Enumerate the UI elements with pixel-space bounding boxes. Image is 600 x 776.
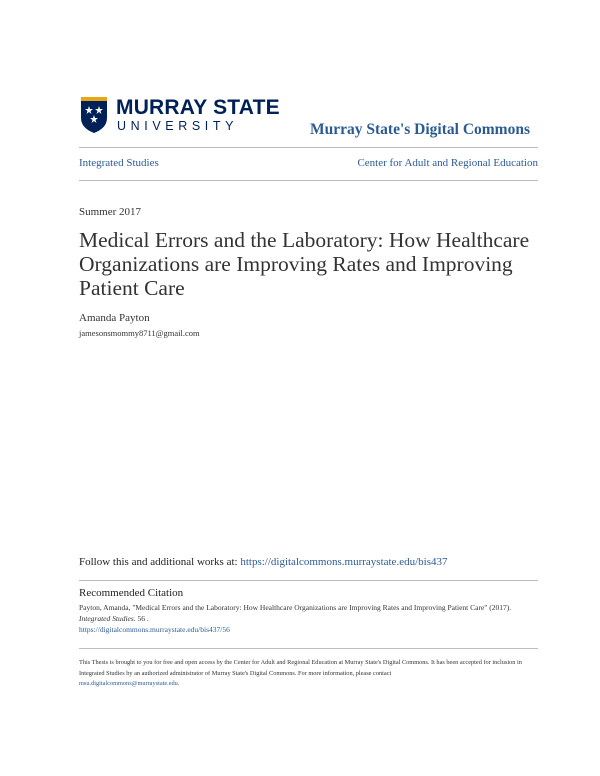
author-name: Amanda Payton: [79, 312, 150, 324]
follow-link[interactable]: https://digitalcommons.murraystate.edu/bis437: [240, 556, 448, 568]
divider: [79, 580, 538, 581]
collection-link[interactable]: Integrated Studies: [79, 157, 159, 169]
notice-text: This Thesis is brought to you for free and open access by the Center for Adult and Regional Education at Murray State's Digital Commons. It has been accepted for inclusion in Integrated Studies by an authorized administrator of Murray State's Digital Commons. For more information, please contact: [79, 659, 522, 677]
document-title: Medical Errors and the Laboratory: How Healthcare Organizations are Improving Rates and Improving Patient Care: [79, 228, 530, 300]
citation-heading: Recommended Citation: [79, 587, 184, 599]
citation-text: Payton, Amanda, "Medical Errors and the Laboratory: How Healthcare Organizations are Improving Rates and Improving Patient Care" (2017).: [79, 603, 512, 612]
logo-wordmark-line-2: UNIVERSITY: [117, 119, 239, 133]
divider: [79, 648, 538, 649]
citation-number: . 56 .: [133, 614, 149, 623]
divider: [79, 147, 538, 148]
follow-text: Follow this and additional works at:: [79, 556, 238, 568]
logo-wordmark-line-1: MURRAY STATE: [116, 96, 280, 119]
citation-link[interactable]: https://digitalcommons.murraystate.edu/bis437/56: [79, 625, 230, 634]
university-shield-icon: [80, 96, 108, 134]
citation-journal: Integrated Studies: [79, 614, 134, 623]
publication-date: Summer 2017: [79, 206, 142, 218]
contact-email-link[interactable]: msu.digitalcommons@murraystate.edu: [79, 680, 178, 687]
citation-block: [79, 602, 529, 635]
author-email: jamesonsmommy8711@gmail.com: [79, 328, 200, 338]
access-notice: [79, 658, 529, 690]
follow-line: [79, 556, 447, 568]
notice-end: .: [177, 680, 180, 687]
divider: [79, 180, 538, 181]
department-link[interactable]: Center for Adult and Regional Education: [357, 157, 538, 169]
repository-title[interactable]: Murray State's Digital Commons: [310, 121, 530, 138]
